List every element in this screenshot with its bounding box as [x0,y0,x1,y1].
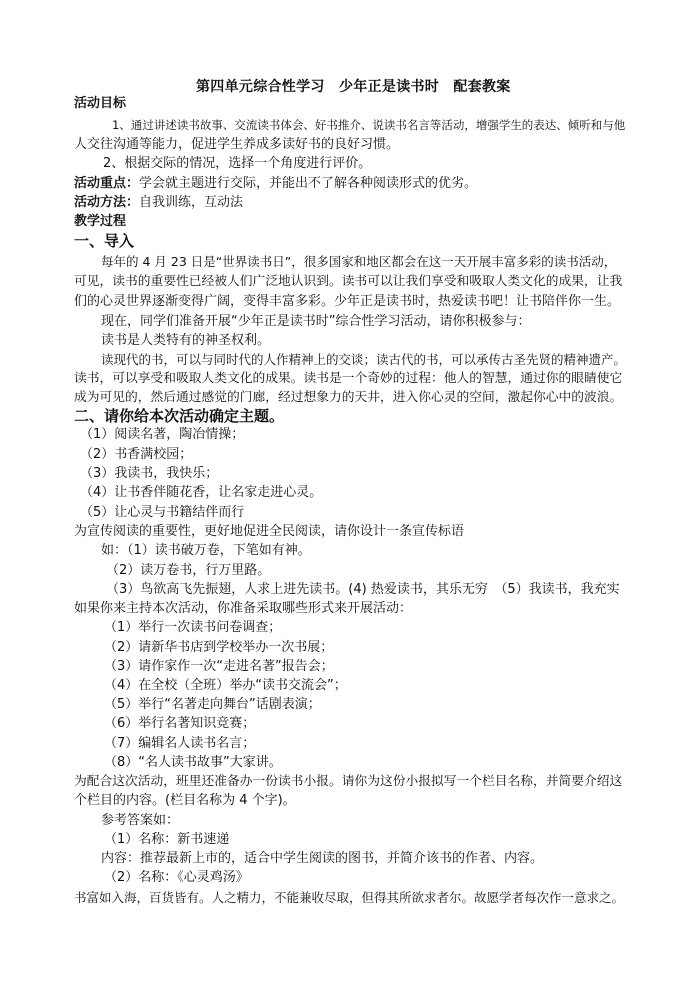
form-item: （8）“名人读书故事”大家讲。 [104,755,282,770]
slogan-example-3: （3）鸟欲高飞先振翅，人求上进先读书。(4) 热爱读书，其乐无穷 （5）我读书，我充实 [106,582,620,597]
section-1-para-3: 读书是人类特有的神圣权利。 [101,333,271,348]
section-1-para-4-line-1: 读现代的书，可以与同时代的人作精神上的交谈；读古代的书，可以承传古圣先贤的精神遗产。 [101,352,627,367]
objective-2: 2、根据交际的情况，选择一个角度进行评价。 [103,156,372,171]
section-1-para-1-line-2: 可见，读书的重要性已经被人们广泛地认识到。读书可以让我们享受和吸取人类文化的成果，让我 [74,274,623,289]
answer-2-content: 书富如入海，百货皆有。人之精力，不能兼收尽取，但得其所欲求者尔。故愿学者每次作一意求之。 [74,890,625,905]
theme-item: （5）让心灵与书籍结伴而行 [80,505,245,520]
methods-text: 自我训练，互动法 [139,195,244,210]
objective-1-line-2: 人交往沟通等能力，促进学生养成多读好书的良好习惯。 [74,137,400,152]
paper-prompt-line-1: 为配合这次活动，班里还准备办一份读书小报。请你为这份小报拟写一个栏目名称，并简要介绍这 [74,774,623,789]
key-points-line [74,176,477,192]
objectives-heading: 活动目标 [74,96,127,111]
form-item: （2）请新华书店到学校举办一次书展； [104,640,334,655]
document-title: 第四单元综合性学习 少年正是读书时 配套教案 [196,79,511,95]
theme-item: （4）让书香伴随花香，让名家走进心灵。 [80,485,323,500]
section-1-para-2: 现在，同学们准备开展“少年正是读书时”综合性学习活动，请你积极参与： [101,314,531,329]
slogan-prompt: 为宣传阅读的重要性，更好地促进全民阅读，请你设计一条宣传标语 [74,524,465,539]
slogan-example-2: （2）读万卷书，行万里路。 [106,563,271,578]
section-1-para-1-line-1: 每年的 4 月 23 日是“世界读书日”，很多国家和地区都会在这一天开展丰富多彩的读书活动， [101,254,617,269]
objective-1-line-1: 1、通过讲述读书故事、交流读书体会、好书推介、说读书名言等活动，增强学生的表达、倾听和与他 [112,118,626,132]
answer-2-name: （2）名称：《心灵鸡汤》 [104,870,249,885]
section-2-heading: 二、请你给本次活动确定主题。 [74,407,285,425]
methods-label: 活动方法： [74,195,140,210]
form-item: （1）举行一次读书问卷调查； [104,620,282,635]
key-points-text: 学会就主题进行交际，并能出不了解各种阅读形式的优劣。 [139,176,478,191]
theme-item: （2）书香满校园； [80,447,193,462]
form-item: （6）举行名著知识竞赛； [104,716,256,731]
slogan-example-1: 如：（1）读书破万卷，下笔如有神。 [101,543,311,558]
form-item: （7）编辑名人读书名言； [104,736,256,751]
reference-answer-label: 参考答案如： [101,813,180,828]
form-item: （4）在全校（全班）举办“读书交流会”； [104,678,347,693]
answer-1-content: 内容：推荐最新上市的，适合中学生阅读的图书，并简介该书的作者、内容。 [101,851,544,866]
section-1-heading: 一、导入 [74,232,135,250]
theme-item: （3）我读书，我快乐； [80,466,219,481]
host-prompt: 如果你来主持本次活动，你准备采取哪些形式来开展活动： [74,601,413,616]
form-item: （3）请作家作一次“走进名著”报告会； [104,659,334,674]
methods-line [74,195,243,211]
answer-1-name: （1）名称：新书速递 [104,832,230,847]
theme-item: （1）阅读名著，陶冶情操； [80,427,245,442]
section-1-para-4-line-2: 读书，可以享受和吸取人类文化的成果。读书是一个奇妙的过程：他人的智慧，通过你的眼睛使它 [74,371,623,386]
key-points-label: 活动重点： [74,176,140,191]
section-1-para-4-line-3: 成为可见的，然后通过感觉的门廊，经过想象力的天井，进入你心灵的空间，激起你心中的波浪。 [74,390,623,405]
paper-prompt-line-2: 个栏目的内容。(栏目名称为 4 个字)。 [74,793,296,808]
form-item: （5）举行“名著走向舞台”话剧表演； [104,697,321,712]
section-1-para-1-line-3: 们的心灵世界逐渐变得广阔，变得丰富多彩。少年正是读书时，热爱读书吧！让书陪伴你一生。 [74,294,621,309]
process-heading: 教学过程 [74,214,127,229]
